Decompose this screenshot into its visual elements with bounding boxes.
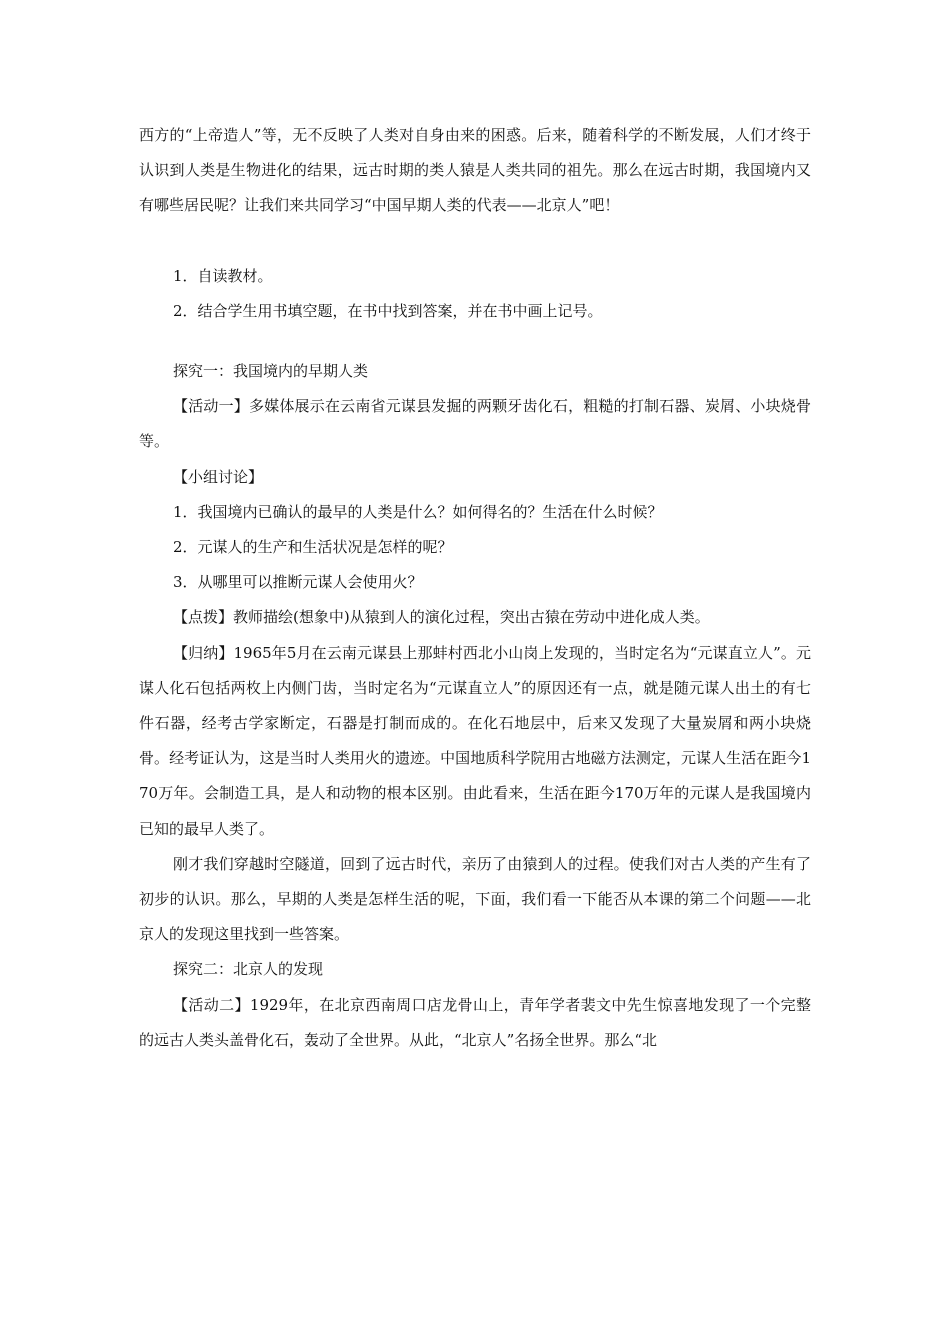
document-page [139, 118, 811, 1058]
transition-paragraph: 刚才我们穿越时空隧道，回到了远古时代，亲历了由猿到人的过程。使我们对古人类的产生有了初步的认识。那么，早期的人类是怎样生活的呢，下面，我们看一下能否从本课的第二个问题——北京人的发现这里找到一些答案。 [139, 854, 811, 944]
explore-1-title: 探究一：我国境内的早期人类 [173, 362, 369, 381]
explore-2-title: 探究二：北京人的发现 [173, 960, 324, 979]
step-1: 1．自读教材。 [173, 266, 273, 285]
activity-2: 【活动二】1929年，在北京西南周口店龙骨山上，青年学者裴文中先生惊喜地发现了一个完整的远古人类头盖骨化石，轰动了全世界。从此，“北京人”名扬全世界。那么“北 [139, 995, 811, 1049]
tip-paragraph: 【点拨】教师描绘(想象中)从猿到人的演化过程，突出古猿在劳动中进化成人类。 [173, 608, 710, 627]
step-2: 2．结合学生用书填空题，在书中找到答案，并在书中画上记号。 [173, 301, 603, 320]
question-1: 1．我国境内已确认的最早的人类是什么？如何得名的？生活在什么时候？ [173, 502, 663, 521]
question-3: 3．从哪里可以推断元谋人会使用火？ [173, 573, 423, 592]
activity-1: 【活动一】多媒体展示在云南省元谋县发掘的两颗牙齿化石，粗糙的打制石器、炭屑、小块烧骨等。 [139, 397, 811, 451]
discussion-title: 【小组讨论】 [173, 467, 264, 486]
summary-paragraph: 【归纳】1965年5月在云南元谋县上那蚌村西北小山岗上发现的，当时定名为“元谋直立人”。元谋人化石包括两枚上内侧门齿，当时定名为“元谋直立人”的原因还有一点，就是随元谋人出土的有七件石器，经考古学家断定，石器是打制而成的。在化石地层中，后来又发现了大量炭屑和两小块烧骨。经考证认为，这是当时人类用火的遗迹。中国地质科学院用古地磁方法测定，元谋人生活在距今170万年。会制造工具，是人和动物的根本区别。由此看来，生活在距今170万年的元谋人是我国境内已知的最早人类了。 [139, 643, 811, 838]
intro-paragraph: 西方的“上帝造人”等，无不反映了人类对自身由来的困惑。后来，随着科学的不断发展，人们才终于认识到人类是生物进化的结果，远古时期的类人猿是人类共同的祖先。那么在远古时期，我国境内又有哪些居民呢？让我们来共同学习“中国早期人类的代表——北京人”吧！ [139, 126, 811, 215]
question-2: 2．元谋人的生产和生活状况是怎样的呢？ [173, 538, 453, 557]
